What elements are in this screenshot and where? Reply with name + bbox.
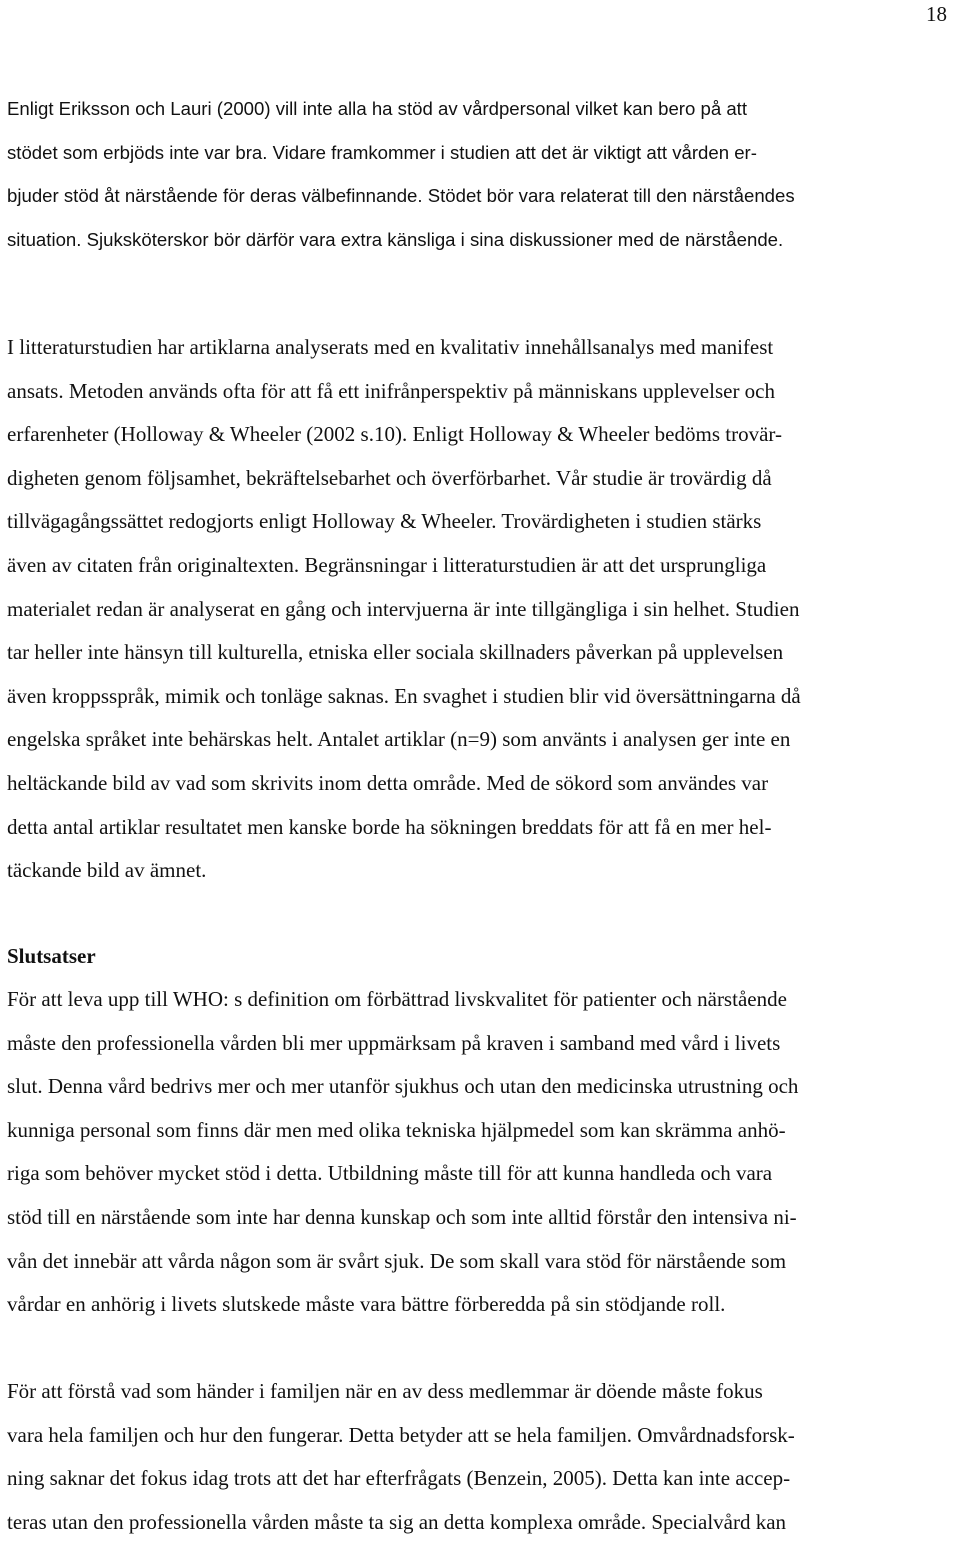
text-line: måste den professionella vården bli mer uppmärksam på kraven i samband med vård i livets: [7, 1030, 781, 1055]
text-line: materialet redan är analyserat en gång och intervjuerna är inte tillgängliga i sin helhet. Studien: [7, 596, 800, 621]
text-line: även kroppsspråk, mimik och tonläge saknas. En svaghet i studien blir vid översättningarna då: [7, 683, 801, 708]
text-line: situation. Sjuksköterskor bör därför vara extra känsliga i sina diskussioner med de närstående.: [7, 228, 784, 250]
text-line: teras utan den professionella vården måste ta sig an detta komplexa område. Specialvård kan: [7, 1509, 787, 1534]
text-line: vårdar en anhörig i livets slutskede måste vara bättre förberedda på sin stödjande roll.: [7, 1292, 726, 1317]
text-line: digheten genom följsamhet, bekräftelsebarhet och överförbarhet. Vår studie är trovärdig då: [7, 465, 772, 490]
paragraph-2: [7, 326, 957, 893]
text-line: detta antal artiklar resultatet men kanske borde ha sökningen breddats för att få en mer hel-: [7, 814, 772, 839]
text-line: tar heller inte hänsyn till kulturella, etniska eller sociala skillnaders påverkan på upplevelsen: [7, 640, 784, 665]
text-line: bjuder stöd åt närstående för deras välbefinnande. Stödet bör vara relaterat till den närståendes: [7, 185, 795, 207]
text-line: vån det innebär att vårda någon som är svårt sjuk. De som skall vara stöd för närstående som: [7, 1248, 787, 1273]
text-line: slut. Denna vård bedrivs mer och mer utanför sjukhus och utan den medicinska utrustning och: [7, 1074, 799, 1099]
text-line: Enligt Eriksson och Lauri (2000) vill inte alla ha stöd av vårdpersonal vilket kan bero på att: [7, 98, 748, 119]
text-line: vara hela familjen och hur den fungerar. Detta betyder att se hela familjen. Omvårdnadsforsk-: [7, 1422, 795, 1447]
text-line: I litteraturstudien har artiklarna analyserats med en kvalitativ innehållsanalys med manifest: [7, 335, 774, 359]
text-line: erfarenheter (Holloway & Wheeler (2002 s.10). Enligt Holloway & Wheeler bedöms trovär-: [7, 422, 782, 447]
text-line: täckande bild av ämnet.: [7, 858, 207, 883]
section-heading: Slutsatser: [7, 944, 96, 968]
paragraph-4: [7, 1370, 957, 1544]
text-line: ning saknar det fokus idag trots att det har efterfrågats (Benzein, 2005). Detta kan inte accep-: [7, 1466, 791, 1491]
text-line: riga som behöver mycket stöd i detta. Utbildning måste till för att kunna handleda och vara: [7, 1161, 773, 1186]
text-line: För att förstå vad som händer i familjen när en av dess medlemmar är döende måste fokus: [7, 1379, 763, 1403]
paragraph-1: [7, 87, 957, 261]
page-number: 18: [926, 2, 947, 26]
text-line: heltäckande bild av vad som skrivits inom detta område. Med de sökord som användes var: [7, 770, 769, 795]
text-line: även av citaten från originaltexten. Begränsningar i litteraturstudien är att det ursprungliga: [7, 552, 767, 577]
text-line: ansats. Metoden används ofta för att få ett inifrånperspektiv på människans upplevelser och: [7, 378, 776, 403]
text-line: stöd till en närstående som inte har denna kunskap och som inte alltid förstår den intensiva ni-: [7, 1204, 797, 1229]
text-line: kunniga personal som finns där men med olika tekniska hjälpmedel som kan skrämma anhö-: [7, 1117, 786, 1142]
paragraph-3: [7, 978, 957, 1327]
text-line: tillvägagångssättet redogjorts enligt Holloway & Wheeler. Trovärdigheten i studien stärks: [7, 509, 762, 534]
text-line: engelska språket inte behärskas helt. Antalet artiklar (n=9) som använts i analysen ger inte en: [7, 727, 791, 752]
text-line: För att leva upp till WHO: s definition om förbättrad livskvalitet för patienter och närstående: [7, 987, 787, 1011]
text-line: stödet som erbjöds inte var bra. Vidare framkommer i studien att det är viktigt att vården er-: [7, 141, 757, 163]
